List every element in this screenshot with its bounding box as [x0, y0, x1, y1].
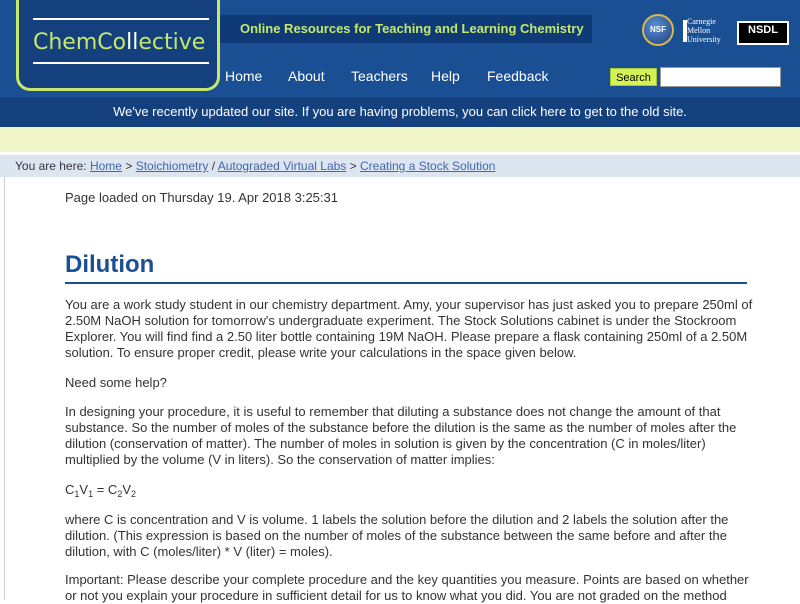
- nsdl-logo[interactable]: NSDL: [737, 21, 789, 45]
- title-divider: [65, 282, 747, 284]
- nav-teachers[interactable]: Teachers: [351, 68, 408, 84]
- search-button[interactable]: Search: [610, 68, 657, 86]
- equation-explanation: where C is concentration and V is volume. 1 labels the solution before the dilution and 2 labels the solution after the dilution. (This expression is based on the number of moles of the substance between the same before and after the dilution, with C (moles/liter) * V (liter) = moles).: [65, 512, 729, 559]
- breadcrumb-separator: >: [349, 159, 357, 173]
- logo-line-bottom: [33, 62, 209, 64]
- nav-help[interactable]: Help: [431, 68, 460, 84]
- site-update-notice[interactable]: We've recently updated our site. If you are having problems, you can click here to get to the old site.: [0, 97, 800, 127]
- page-loaded-timestamp: Page loaded on Thursday 19. Apr 2018 3:25:31: [65, 190, 338, 205]
- nav-feedback[interactable]: Feedback: [487, 68, 549, 84]
- breadcrumb-stoichiometry[interactable]: Stoichiometry: [135, 159, 209, 173]
- important-paragraph: Important: Please describe your complete procedure and the key quantities you measure. Points are based on whether or not you explain your procedure in sufficient detail for us to know what you did. You are not graded on the method: [65, 572, 749, 603]
- help-paragraph: In designing your procedure, it is useful to remember that diluting a substance does not change the amount of that substance. So the number of moles of the substance before the dilution is the same as the number of moles after the dilution (conservation of matter). The number of moles in solution is given by the concentration (C in moles/liter) multiplied by the volume (V in liters). So the conservation of matter implies:: [65, 404, 737, 467]
- logo-line-top: [33, 18, 209, 20]
- breadcrumb-current-page[interactable]: Creating a Stock Solution: [360, 159, 496, 173]
- nav-about[interactable]: About: [288, 68, 325, 84]
- breadcrumb: [0, 155, 800, 177]
- dilution-equation: $C_1V_1 = C_2V_2$: [65, 482, 137, 499]
- green-banner: [0, 127, 800, 152]
- breadcrumb-autograded-labs[interactable]: Autograded Virtual Labs: [217, 159, 347, 173]
- chemcollective-logo[interactable]: [16, 0, 220, 91]
- search-input[interactable]: [660, 67, 781, 87]
- page-title: Dilution: [65, 251, 155, 278]
- breadcrumb-separator: >: [125, 159, 133, 173]
- site-tagline: Online Resources for Teaching and Learning Chemistry: [220, 15, 592, 43]
- nsf-logo[interactable]: NSF: [642, 14, 674, 46]
- cmu-logo[interactable]: Carnegie Mellon University: [687, 17, 721, 44]
- nav-home[interactable]: Home: [225, 68, 263, 84]
- intro-paragraph: You are a work study student in our chemistry department. Amy, your supervisor has just asked you to prepare 250ml of 2.50M NaOH solution for tomorrow's undergraduate experiment. The Stock Solutions cabinet is under the Stockroom Explorer. You will find find a 2.50 liter bottle containing 19M NaOH. Please prepare a flask containing 250ml of a 2.50M solution. To ensure proper credit, please write your calculations in the space given below.: [65, 297, 753, 360]
- breadcrumb-home[interactable]: Home: [89, 159, 122, 173]
- logo-text: ChemCollective: [33, 30, 206, 55]
- site-header: [0, 0, 800, 97]
- breadcrumb-prefix: You are here:: [15, 159, 87, 173]
- breadcrumb-separator: /: [211, 159, 216, 173]
- help-toggle[interactable]: Need some help?: [65, 375, 167, 390]
